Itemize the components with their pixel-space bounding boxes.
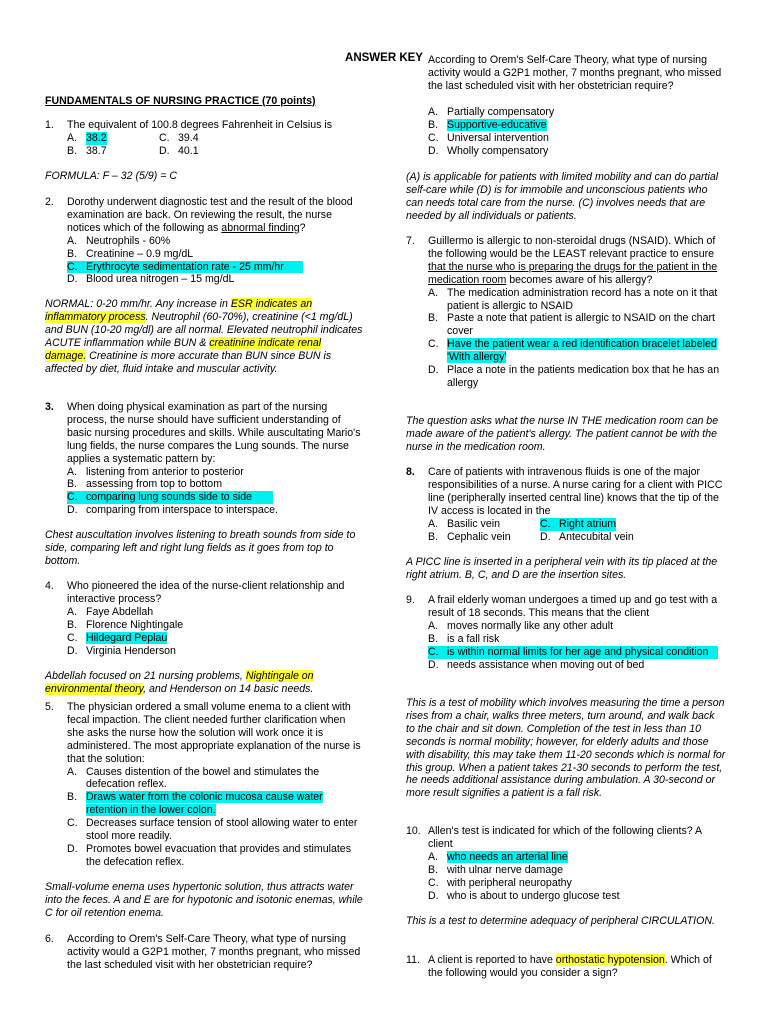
explanation-2: NORMAL: 0-20 mm/hr. Any increase in ESR indicates an inflammatory process. Neutrophil (60-70%), creatinine (<1 mg/dL) and BUN (10-20 mg/dl) are all normal. Elevated neutrophil indicates ACUTE inflammation while BUN & creatinine indicate renal damage. Creatinine is more accurate than BUN since BUN is affected by diet, fluid intake and muscular activity. [45, 298, 363, 375]
explanation-8: A PICC line is inserted in a peripheral vein with its tip placed at the right atrium. B, C, and D are the insertion sites. [406, 556, 718, 581]
correct-answer: C. is within normal limits for her age and physical condition [428, 646, 718, 659]
correct-answer: Supportive-educative [447, 118, 547, 131]
question-9: 9. A frail elderly woman undergoes a timed up and go test with a result of 18 seconds. This means that the client A. moves normally like any other adult B. is a fall risk C. is within normal limits for her age and physical condition D. needs assistance when moving out of bed [406, 594, 718, 671]
explanation-7: The question asks what the nurse IN THE medication room can be made aware of the patient's allergy. The patient cannot be with the nurse in the medication room. [406, 415, 719, 453]
question-1: 1. The equivalent of 100.8 degrees Fahrenheit in Celsius is A. 38.2 C. 39.4 B. 38.7 D. 40.1 [45, 119, 333, 157]
question-6: 6. According to Orem's Self-Care Theory, what type of nursing activity would a G2P1 mother, 7 months pregnant, who missed the last scheduled visit with her obstetrician require? [45, 933, 361, 971]
correct-answer: C. Erythrocyte sedimentation rate - 25 mm/hr [67, 261, 303, 274]
question-8: 8. Care of patients with intravenous fluids is one of the major responsibilities of a nurse. A nurse caring for a client with PICC line (peripherally inserted central line) knows that the tip of the IV access is located in the A. Basilic vein C. Right atrium B. Cephalic vein D. Antecubital vein [406, 466, 723, 543]
correct-answer: C. Right atrium [540, 517, 617, 530]
page-title: ANSWER KEY [345, 52, 423, 64]
question-10: 10. Allen's test is indicated for which of the following clients? A client A. who needs an arterial line B. with ulnar nerve damage C. with peripheral neuropathy D. who is about to undergo glucose test [406, 825, 702, 902]
correct-answer: Hildegard Peplau [86, 631, 168, 644]
question-6-continued: According to Orem's Self-Care Theory, what type of nursing activity would a G2P1 mother, 7 months pregnant, who missed the last scheduled visit with her obstetrician require? A. Partially compensatory B. Supportive-educative C. Universal intervention D. Wholly compensatory [428, 54, 722, 157]
question-3: 3. When doing physical examination as part of the nursing process, the nurse should have sufficient understanding of basic nursing procedures and skills. While auscultating Mario's lung fields, the nurse compares the Lung sounds. The nurse applies a systematic pattern by: A. listening from anterior to posterior B. assessing from top to bottom C. comparing lung sounds side to side D. comparing from interspace to interspace. [45, 401, 361, 517]
question-5: 5. The physician ordered a small volume enema to a client with fecal impaction. The client needed further clarification when she asks the nurse how the solution will work once it is administered. The most appropriate explanation of the nurse is that the solution: A. Causes distention of the bowel and stimulates the defecation reflex. B. Draws water from the colonic mucosa cause water retention in the lower colon. C. Decreases surface tension of stool allowing water to enter stool more readily. D. Promotes bowel evacuation that provides and stimulates the defecation reflex. [45, 701, 361, 868]
correct-answer: Draws water from the colonic mucosa cause water retention in the lower colon. [86, 791, 323, 817]
correct-answer: who needs an arterial line [447, 850, 568, 863]
explanation-1: FORMULA: F – 32 (5/9) = C [45, 170, 177, 182]
question-11: 11. A client is reported to have orthostatic hypotension. Which of the following would you consider a sign? [406, 954, 712, 979]
question-4: 4. Who pioneered the idea of the nurse-client relationship and interactive process? A. Faye Abdellah B. Florence Nightingale C. Hildegard Peplau D. Virginia Henderson [45, 580, 345, 657]
explanation-6: (A) is applicable for patients with limited mobility and can do partial self-care while (D) is for immobile and unconscious patients who can needs total care from the nurse. (C) involves needs that are needed by all individuals or patients. [406, 171, 719, 222]
explanation-4: Abdellah focused on 21 nursing problems, Nightingale on environmental theory, and Henderson on 14 basic needs. [45, 670, 314, 695]
correct-answer: C. comparing lung sounds side to side [67, 491, 273, 504]
explanation-10: This is a test to determine adequacy of peripheral CIRCULATION. [406, 915, 715, 927]
explanation-3: Chest auscultation involves listening to breath sounds from side to side, comparing left and right lung fields as it goes from top to bottom. [45, 529, 356, 567]
question-7: 7. Guillermo is allergic to non-steroidal drugs (NSAID). Which of the following would be the LEAST relevant practice to ensure that the nurse who is preparing the drugs for the patient in the medication room becomes aware of his allergy? A. The medication administration record has a note on it that patient is allergic to NSAID B. Paste a note that patient is allergic to NSAID on the chart cover C. Have the patient wear a red identification bracelet labeled 'With allergy' D. Place a note in the patients medication box that he has an allergy [406, 235, 720, 389]
correct-answer: Have the patient wear a red identification bracelet labeled 'With allergy' [447, 338, 717, 364]
question-2: 2. Dorothy underwent diagnostic test and the result of the blood examination are back. On reviewing the result, the nurse notices which of the following as abnormal finding? A. Neutrophils - 60% B. Creatinine – 0.9 mg/dL C. Erythrocyte sedimentation rate - 25 mm/hr D. Blood urea nitrogen – 15 mg/dL [45, 196, 353, 286]
section-heading: FUNDAMENTALS OF NURSING PRACTICE (70 points) [45, 95, 316, 107]
correct-answer: 38.2 [86, 131, 107, 144]
explanation-9: This is a test of mobility which involves measuring the time a person rises from a chair, walks three meters, turn around, and walk back to the chair and sit down. Completion of the test in less than 10 seconds is normal mobility; however, for elderly adults and those with disability, this may take them 11-20 seconds which is normal for this group. When a patient takes 21-30 seconds to perform the test, he needs additional assistance during ambulation. A 30-second or more result signifies a patient is a fall risk. [406, 697, 726, 800]
explanation-5: Small-volume enema uses hypertonic solution, thus attracts water into the feces. A and E are for hypotonic and isotonic enemas, while C for oil retention enema. [45, 881, 363, 919]
